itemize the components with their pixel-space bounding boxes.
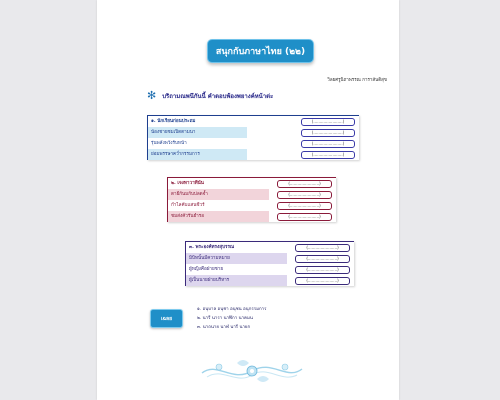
- question-group-3: [185, 241, 354, 286]
- question-text: ๓. พระองค์ทรงสุบรรณ: [189, 245, 235, 250]
- answer-blank[interactable]: (.......................): [295, 244, 350, 252]
- answer-blank[interactable]: (.......................): [277, 213, 332, 221]
- question-row: [168, 211, 336, 222]
- page-title: สนุกกับภาษาไทย (๒๒): [207, 39, 314, 63]
- answer-blank[interactable]: (.......................): [277, 180, 332, 188]
- answer-blank[interactable]: (.......................): [301, 129, 355, 137]
- author-line: วิลยศรูนิถาพรรณ การาสันติสุข: [327, 78, 387, 83]
- answer-blank[interactable]: (.......................): [301, 118, 355, 126]
- question-row: [186, 253, 354, 264]
- snowflake-icon: ✻: [147, 89, 157, 102]
- worksheet-page: [97, 0, 399, 400]
- instruction: [147, 91, 273, 101]
- question-row: [186, 275, 354, 286]
- question-text: กำไลคับแสนชีวร์: [171, 203, 205, 208]
- answer-line: ๒. นารี นารา นาฬิกา นาคมน: [197, 316, 253, 321]
- question-group-1: [147, 115, 359, 160]
- answer-key-button[interactable]: เฉลย: [150, 309, 183, 328]
- answer-line: ๓. นาถนาย นาฬ นารี นายก: [197, 325, 251, 330]
- question-text: ย่อมพรรษาคว่ำกรรมการ: [148, 149, 247, 160]
- answer-blank[interactable]: (.......................): [277, 202, 332, 210]
- answer-blank[interactable]: (.......................): [295, 255, 350, 263]
- question-row: [168, 189, 336, 200]
- question-row: [148, 127, 359, 138]
- answer-blank[interactable]: (.......................): [295, 266, 350, 274]
- question-text: ๑. นักเรียนก่อนประถม: [151, 119, 196, 124]
- question-text: ผู้เป็นนายฝ่ายบริหาร: [186, 275, 287, 286]
- answer-list: [197, 305, 266, 332]
- question-text: มิบิทนั้นมีความหมาย: [186, 253, 287, 264]
- answer-blank[interactable]: (.......................): [277, 191, 332, 199]
- question-text: ผู้หญิงคือฝ่ายชาย: [189, 267, 224, 272]
- question-row: [186, 264, 354, 275]
- question-row: [148, 116, 359, 127]
- question-text: ตายีกันมกับปลดจ้ำ: [168, 189, 269, 200]
- question-text: รุ่นพลังพวังรับหน้า: [151, 141, 187, 146]
- question-row: [186, 242, 354, 253]
- question-group-2: [167, 177, 336, 222]
- floral-ornament-icon: [197, 353, 307, 385]
- answer-blank[interactable]: (.......................): [301, 140, 355, 148]
- question-row: [148, 149, 359, 160]
- instruction-text: บริถามณพนึกันนี้ คำตอบพ้องพยางค์หน้าต่ะ: [162, 93, 274, 100]
- question-row: [168, 178, 336, 189]
- question-text: น้องชายชมเปิดตามนา: [148, 127, 247, 138]
- question-row: [148, 138, 359, 149]
- question-text: ๒. เจงหาวาทีนั้น: [171, 181, 204, 186]
- answer-blank[interactable]: (.......................): [295, 277, 350, 285]
- answer-blank[interactable]: (.......................): [301, 151, 355, 159]
- answer-line: ๑. อนุบาล อนุชา อนุชน อนุกรรมการ: [197, 307, 267, 312]
- question-text: ชมส่งคัวรันยำรอ: [168, 211, 269, 222]
- question-row: [168, 200, 336, 211]
